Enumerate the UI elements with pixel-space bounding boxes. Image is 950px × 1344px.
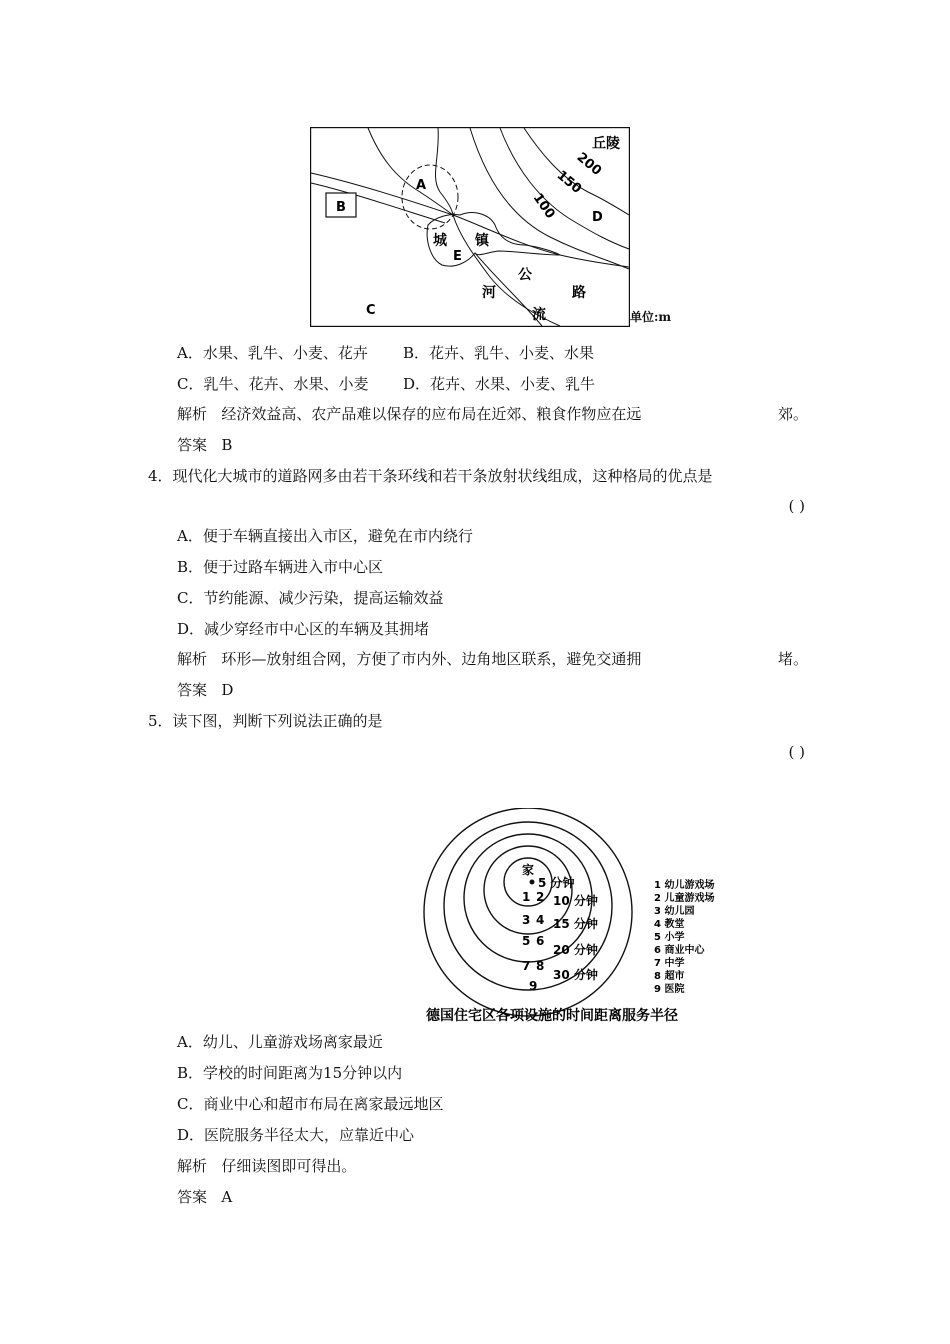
home-dot bbox=[530, 880, 535, 885]
q5-stem: 5．读下图，判断下列说法正确的是 bbox=[148, 712, 383, 730]
facility-legend bbox=[654, 878, 714, 995]
q3-option-a: A．水果、乳牛、小麦、花卉 bbox=[177, 344, 368, 362]
q3-analysis-tail: 郊。 bbox=[778, 405, 809, 423]
q5-analysis-text: 仔细读图即可得出。 bbox=[221, 1157, 357, 1175]
map-label-b: B bbox=[336, 200, 346, 215]
q4-answer-label: 答案 bbox=[177, 681, 208, 699]
map-label-d: D bbox=[592, 210, 603, 225]
legend-item: 7 中学 bbox=[654, 958, 685, 969]
facility-9: 9 bbox=[529, 979, 538, 993]
q5-answer bbox=[177, 1187, 232, 1207]
ring-label-20: 20 分钟 bbox=[553, 943, 598, 957]
q3-answer-value: B bbox=[221, 436, 233, 454]
facility-8: 8 bbox=[536, 959, 545, 973]
q3-analysis bbox=[177, 404, 641, 424]
legend-item: 3 幼儿园 bbox=[654, 906, 695, 917]
map-label-town1: 城 bbox=[433, 233, 447, 249]
q4-analysis-label: 解析 bbox=[177, 650, 208, 668]
figure-caption: 德国住宅区各项设施的时间距离服务半径 bbox=[426, 1008, 678, 1024]
facility-7: 7 bbox=[522, 959, 531, 973]
q5-option-b: B．学校的时间距离为15分钟以内 bbox=[177, 1064, 403, 1082]
q3-answer bbox=[177, 435, 232, 455]
q4-option-b: B．便于过路车辆进入市中心区 bbox=[177, 558, 384, 576]
map-label-hill: 丘陵 bbox=[592, 136, 620, 152]
land-use-map bbox=[310, 127, 630, 327]
q4-analysis-tail: 堵。 bbox=[778, 650, 809, 668]
legend-item: 2 儿童游戏场 bbox=[654, 893, 715, 904]
q3-answer-label: 答案 bbox=[177, 436, 208, 454]
ring-label-30: 30 分钟 bbox=[553, 968, 598, 982]
legend-item: 8 超市 bbox=[654, 971, 685, 982]
ring-30min bbox=[424, 808, 632, 1016]
q4-option-a: A．便于车辆直接出入市区，避免在市内绕行 bbox=[177, 527, 473, 545]
legend-item: 4 教堂 bbox=[654, 919, 685, 930]
map-label-river2: 流 bbox=[532, 307, 546, 323]
q5-option-a: A．幼儿、儿童游戏场离家最近 bbox=[177, 1033, 383, 1051]
q3-option-b: B．花卉、乳牛、小麦、水果 bbox=[403, 344, 595, 362]
q4-answer bbox=[177, 680, 233, 700]
q3-analysis-text: 经济效益高、农产品难以保存的应布局在近郊、粮食作物应在远 bbox=[221, 405, 642, 423]
facility-5: 5 bbox=[522, 934, 531, 948]
q5-analysis-label: 解析 bbox=[177, 1157, 208, 1175]
legend-item: 1 幼儿游戏场 bbox=[654, 880, 715, 891]
q5-paren: ( ) bbox=[788, 743, 805, 761]
facility-3: 3 bbox=[522, 913, 531, 927]
facility-2: 2 bbox=[536, 890, 545, 904]
facility-4: 4 bbox=[536, 913, 545, 927]
q5-option-c: C．商业中心和超市布局在离家最远地区 bbox=[177, 1095, 444, 1113]
q4-stem: 4．现代化大城市的道路网多由若干条环线和若干条放射状线组成，这种格局的优点是 bbox=[148, 467, 713, 485]
q4-analysis-text: 环形—放射组合网，方便了市内外、边角地区联系，避免交通拥 bbox=[221, 650, 642, 668]
ring-label-10: 10 分钟 bbox=[553, 894, 598, 908]
q3-analysis-label: 解析 bbox=[177, 405, 208, 423]
q5-answer-value: A bbox=[221, 1188, 233, 1206]
service-radius-figure bbox=[418, 808, 768, 1028]
ring-label-5: 5 分钟 bbox=[538, 876, 575, 890]
map-label-200: 200 bbox=[573, 149, 605, 179]
map-label-road1: 公 bbox=[518, 267, 532, 283]
q4-analysis bbox=[177, 649, 641, 669]
q4-answer-value: D bbox=[221, 681, 234, 699]
home-label: 家 bbox=[522, 863, 535, 877]
map-label-road2: 路 bbox=[572, 285, 586, 301]
map-label-town2: 镇 bbox=[475, 233, 489, 249]
map-label-100: 100 bbox=[529, 190, 558, 222]
facility-6: 6 bbox=[536, 934, 545, 948]
q4-option-d: D．减少穿经市中心区的车辆及其拥堵 bbox=[177, 620, 430, 638]
legend-item: 6 商业中心 bbox=[654, 945, 705, 956]
ring-label-15: 15 分钟 bbox=[553, 917, 598, 931]
q4-option-c: C．节约能源、减少污染，提高运输效益 bbox=[177, 589, 444, 607]
q5-analysis bbox=[177, 1156, 356, 1176]
legend-item: 9 医院 bbox=[654, 984, 685, 995]
map-label-150: 150 bbox=[553, 167, 585, 197]
q5-answer-label: 答案 bbox=[177, 1188, 208, 1206]
q3-option-c: C．乳牛、花卉、水果、小麦 bbox=[177, 375, 369, 393]
map-label-e: E bbox=[453, 249, 462, 264]
facility-1: 1 bbox=[522, 890, 531, 904]
map-label-c: C bbox=[366, 303, 376, 318]
q4-paren: ( ) bbox=[788, 497, 805, 515]
legend-item: 5 小学 bbox=[654, 932, 685, 943]
q3-option-d: D．花卉、水果、小麦、乳牛 bbox=[403, 375, 596, 393]
map-unit-label: 单位:m bbox=[630, 310, 672, 324]
map-label-river1: 河 bbox=[482, 285, 496, 301]
q5-option-d: D．医院服务半径太大，应靠近中心 bbox=[177, 1126, 415, 1144]
map-label-a: A bbox=[416, 178, 427, 193]
